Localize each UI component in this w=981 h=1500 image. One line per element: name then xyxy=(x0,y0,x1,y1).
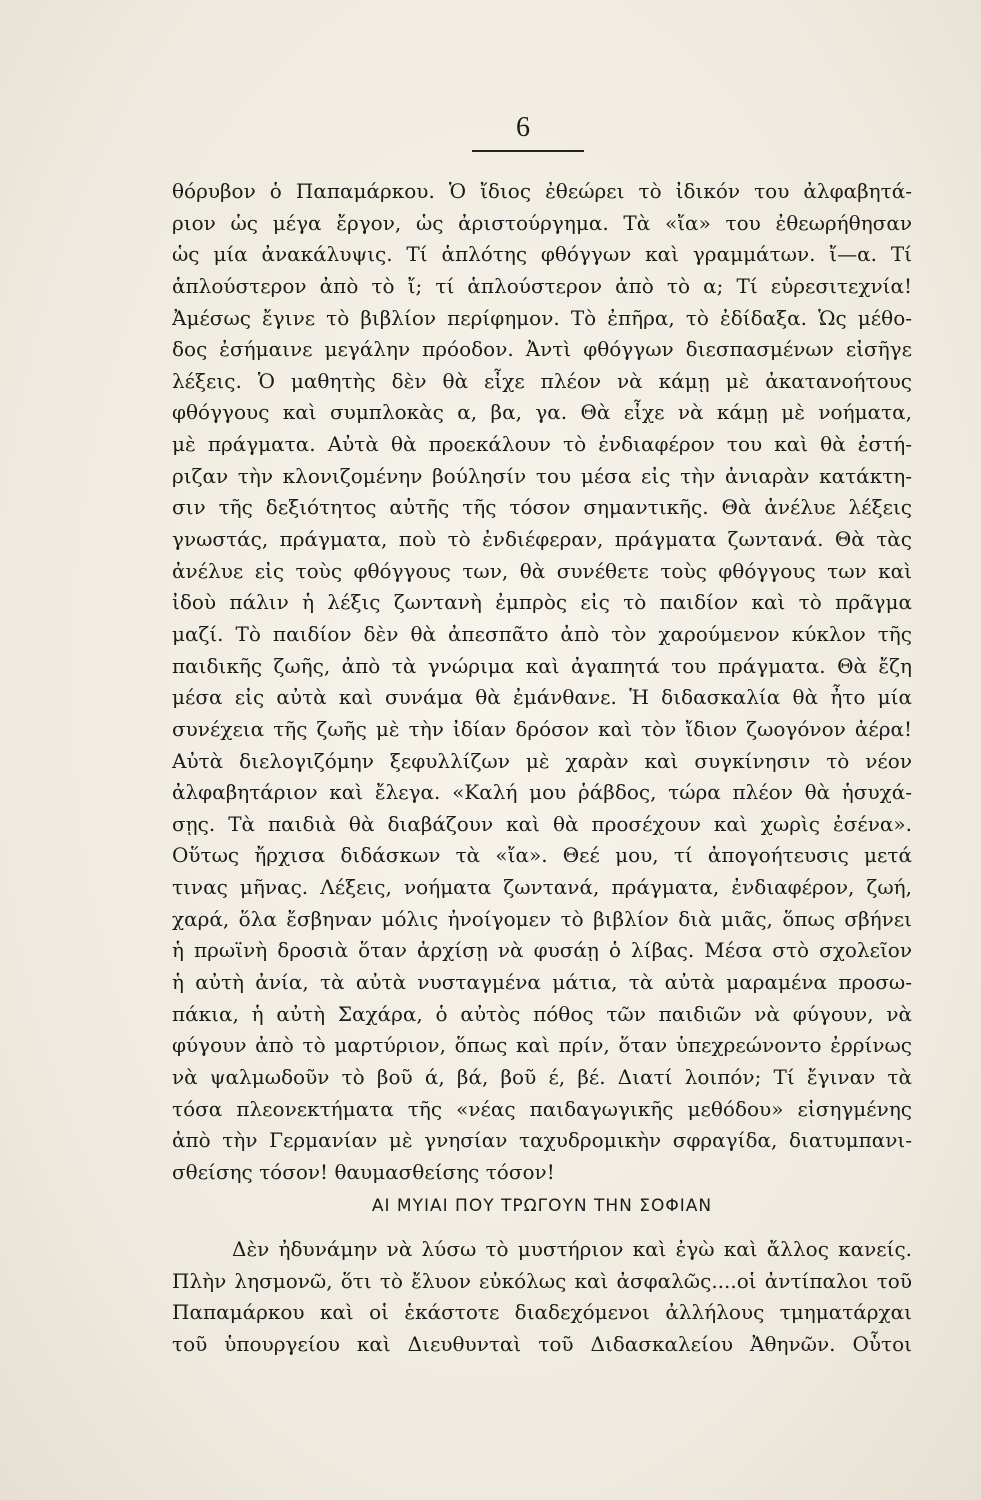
text-line: φθόγγους καὶ συμπλοκὰς α, βα, γα. Θὰ εἶχε νὰ κάμῃ μὲ νοήματα, xyxy=(172,400,912,425)
text-line: ἀλφαβητάριον καὶ ἔλεγα. «Καλή μου ῥάβδος, τώρα πλέον θὰ ἡσυχά- xyxy=(172,780,912,805)
page-number-rule xyxy=(472,150,584,152)
text-line: φύγουν ἀπὸ τὸ μαρτύριον, ὅπως καὶ πρίν, ὅταν ὑπεχρεώνοντο ἐρρίνως xyxy=(172,1033,912,1058)
text-line: ἀνέλυε εἰς τοὺς φθόγγους των, θὰ συνέθετε τοὺς φθόγγους των καὶ xyxy=(172,558,912,583)
text-line: ἡ πρωϊνὴ δροσιὰ ὅταν ἀρχίσῃ νὰ φυσάῃ ὁ λίβας. Μέσα στὸ σχολεῖον xyxy=(172,938,912,963)
text-line: σθείσης τόσον! θαυμασθείσης τόσον! xyxy=(172,1159,555,1184)
text-line: θόρυβον ὁ Παπαμάρκου. Ὁ ἴδιος ἐθεώρει τὸ ἰδικόν του ἀλφαβητά- xyxy=(172,179,912,203)
text-line: ὡς μία ἀνακάλυψις. Τί ἁπλότης φθόγγων καὶ γραμμάτων. ἴ—α. Τί xyxy=(172,242,912,267)
text-line: μέσα εἰς αὐτὰ καὶ συνάμα θὰ ἐμάνθανε. Ἡ διδασκαλία θὰ ἦτο μία xyxy=(172,685,912,710)
section-paragraph xyxy=(172,1234,912,1361)
body-paragraph xyxy=(172,176,912,1189)
text-line: ἀπὸ τὴν Γερμανίαν μὲ γνησίαν ταχυδρομικὴν σφραγίδα, διατυμπανι- xyxy=(172,1128,912,1153)
text-line: ἁπλούστερον ἀπὸ τὸ ἴ; τί ἁπλούστερον ἀπὸ τὸ α; Τί εὑρεσιτεχνία! xyxy=(172,273,912,298)
text-line: τινας μῆνας. Λέξεις, νοήματα ζωντανά, πράγματα, ἐνδιαφέρον, ζωή, xyxy=(172,875,912,900)
text-line: λέξεις. Ὁ μαθητὴς δὲν θὰ εἶχε πλέον νὰ κάμῃ μὲ ἀκατανοήτους xyxy=(172,368,912,393)
section-heading: ΑΙ ΜΥΙΑΙ ΠΟΥ ΤΡΩΓΟΥΝ ΤΗΝ ΣΟΦΙΑΝ xyxy=(371,1196,713,1216)
text-line: Δὲν ἠδυνάμην νὰ λύσω τὸ μυστήριον καὶ ἐγὼ καὶ ἄλλος κανείς. xyxy=(232,1237,912,1261)
text-line: ἡ αὐτὴ ἀνία, τὰ αὐτὰ νυσταγμένα μάτια, τὰ αὐτὰ μαραμένα προσω- xyxy=(172,970,912,995)
text-line: σῃς. Τὰ παιδιὰ θὰ διαβάζουν καὶ θὰ προσέχουν καὶ χωρὶς ἐσένα». xyxy=(172,811,912,836)
text-line: τοῦ ὑπουργείου καὶ Διευθυνταὶ τοῦ Διδασκαλείου Ἀθηνῶν. Οὗτοι xyxy=(172,1331,912,1356)
text-line: μαζί. Τὸ παιδίον δὲν θὰ ἀπεσπᾶτο ἀπὸ τὸν χαρούμενον κύκλον τῆς xyxy=(172,621,912,646)
text-line: μὲ πράγματα. Αὐτὰ θὰ προεκάλουν τὸ ἐνδιαφέρον του καὶ θὰ ἐστή- xyxy=(172,432,912,457)
page-number: 6 xyxy=(516,112,531,143)
text-line: σιν τῆς δεξιότητος αὐτῆς τῆς τόσον σημαντικῆς. Θὰ ἀνέλυε λέξεις xyxy=(172,495,912,520)
text-line: νὰ ψαλμωδοῦν τὸ βοῦ ά, βά, βοῦ έ, βέ. Διατί λοιπόν; Τί ἔγιναν τὰ xyxy=(172,1064,912,1089)
text-line: Παπαμάρκου καὶ οἱ ἑκάστοτε διαδεχόμενοι ἀλλήλους τμηματάρχαι xyxy=(172,1300,912,1325)
text-line: γνωστάς, πράγματα, ποὺ τὸ ἐνδιέφεραν, πράγματα ζωντανά. Θὰ τὰς xyxy=(172,527,912,552)
text-line: δος ἐσήμαινε μεγάλην πρόοδον. Ἀντὶ φθόγγων διεσπασμένων εἰσῆγε xyxy=(172,337,912,362)
text-line: ριζαν τὴν κλονιζομένην βούλησίν του μέσα εἰς τὴν ἀνιαρὰν κατάκτη- xyxy=(172,463,912,488)
text-line: ἰδοὺ πάλιν ἡ λέξις ζωντανὴ ἐμπρὸς εἰς τὸ παιδίον καὶ τὸ πρᾶγμα xyxy=(172,590,912,615)
text-line: τόσα πλεονεκτήματα τῆς «νέας παιδαγωγικῆς μεθόδου» εἰσηγμένης xyxy=(172,1096,912,1121)
text-line: χαρά, ὅλα ἔσβηναν μόλις ἠνοίγομεν τὸ βιβλίον διὰ μιᾶς, ὅπως σβήνει xyxy=(172,906,912,931)
text-line: πάκια, ἡ αὐτὴ Σαχάρα, ὁ αὐτὸς πόθος τῶν παιδιῶν νὰ φύγουν, νὰ xyxy=(172,1001,912,1026)
text-line: Αὐτὰ διελογιζόμην ξεφυλλίζων μὲ χαρὰν καὶ συγκίνησιν τὸ νέον xyxy=(172,748,912,773)
text-line: Οὕτως ἤρχισα διδάσκων τὰ «ἴα». Θεέ μου, τί ἀπογοήτευσις μετά xyxy=(172,843,912,868)
text-line: Ἀμέσως ἔγινε τὸ βιβλίον περίφημον. Τὸ ἐπῆρα, τὸ ἐδίδαξα. Ὡς μέθο- xyxy=(172,305,912,330)
text-line: συνέχεια τῆς ζωῆς μὲ τὴν ἰδίαν δρόσον καὶ τὸν ἴδιον ζωογόνον ἀέρα! xyxy=(172,716,912,741)
text-line: ριον ὡς μέγα ἔργον, ὡς ἀριστούργημα. Τὰ «ἴα» του ἐθεωρήθησαν xyxy=(172,210,912,235)
text-line: παιδικῆς ζωῆς, ἀπὸ τὰ γνώριμα καὶ ἀγαπητά του πράγματα. Θὰ ἔζη xyxy=(172,653,912,678)
text-line: Πλὴν λησμονῶ, ὅτι τὸ ἔλυον εὐκόλως καὶ ἀσφαλῶς....οἱ ἀντίπαλοι τοῦ xyxy=(172,1268,912,1293)
